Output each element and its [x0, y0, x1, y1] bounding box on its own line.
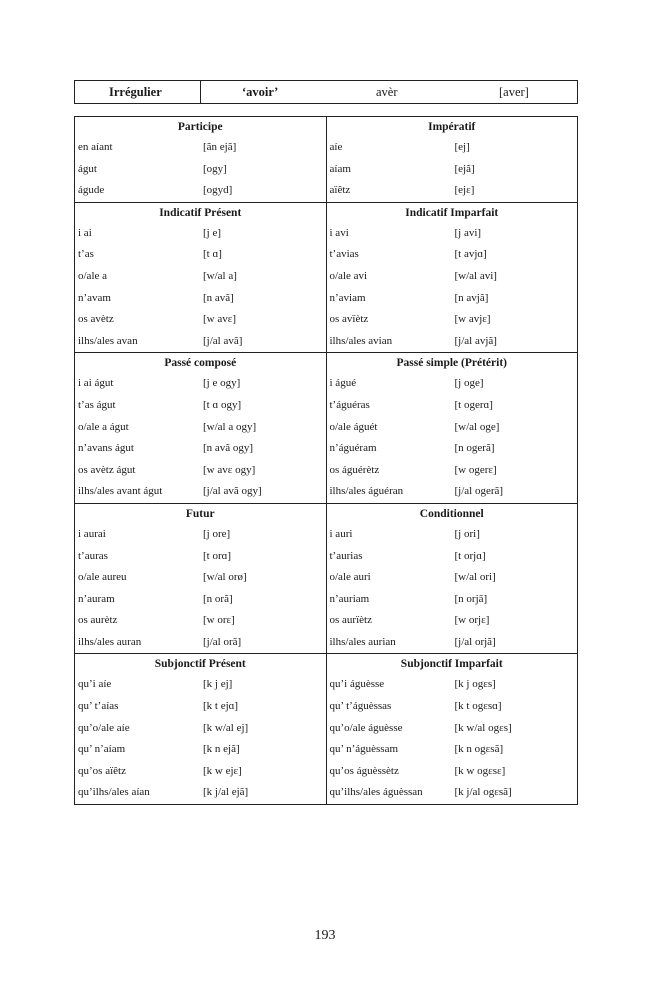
verb-form: i ai águt	[78, 377, 114, 390]
conjugation-row	[327, 137, 578, 159]
verb-form: t’as águt	[78, 398, 116, 411]
ipa-transcription: [j e]	[203, 226, 222, 239]
tense-title: Indicatif Présent	[159, 206, 242, 219]
verb-form: o/ale avi	[329, 269, 368, 282]
header-divider	[200, 81, 201, 103]
conjugation-row	[75, 137, 326, 159]
conjugation-row	[75, 266, 326, 288]
ipa-transcription: [j/al orjã]	[454, 635, 496, 648]
verb-form: t’avias	[329, 248, 359, 261]
conjugation-table	[74, 116, 578, 805]
ipa-transcription: [w/al orø]	[203, 571, 247, 584]
conjugation-row	[327, 180, 578, 202]
verb-form: ilhs/ales avant águt	[78, 485, 163, 498]
conjugation-row	[327, 373, 578, 395]
ipa-transcription: [j oge]	[454, 377, 484, 390]
conjugation-row	[75, 244, 326, 266]
ipa-transcription: [ejã]	[454, 162, 475, 175]
conjugation-block-row	[75, 503, 578, 654]
conjugation-row	[75, 460, 326, 482]
conjugation-row	[75, 481, 326, 503]
conjugation-row	[327, 288, 578, 310]
verb-form: ilhs/ales auran	[78, 635, 142, 648]
ipa-transcription: [k j ej]	[203, 678, 233, 691]
ipa-transcription: [ogy]	[203, 162, 227, 175]
conjugation-row	[75, 331, 326, 353]
verb-form: os aurètz	[78, 614, 118, 627]
tense-title: Impératif	[428, 121, 476, 133]
conjugation-row	[327, 159, 578, 181]
tense-block	[326, 117, 578, 203]
verb-form: o/ale a águt	[78, 420, 129, 433]
ipa-transcription: [j/al orã]	[203, 635, 242, 648]
verb-form: o/ale a	[78, 269, 108, 282]
verb-form: qu’ n’águèssam	[329, 743, 399, 756]
conjugation-row	[327, 244, 578, 266]
verb-form: n’aviam	[329, 291, 366, 304]
conjugation-row	[75, 223, 326, 245]
verb-form: qu’o/ale águèsse	[329, 721, 403, 734]
ipa-transcription: [j/al ogerã]	[454, 485, 504, 498]
conjugation-row	[327, 567, 578, 589]
verb-form: aíe	[329, 141, 343, 153]
verb-form: águt	[78, 162, 97, 175]
ipa-transcription: [j e ogy]	[203, 377, 241, 390]
page-number: 193	[314, 928, 336, 943]
verb-form: t’auras	[78, 549, 108, 562]
conjugation-row	[327, 266, 578, 288]
conjugation-row	[75, 782, 326, 804]
ipa-transcription: [j avi]	[454, 226, 482, 239]
ipa-transcription: [k t ogɛsɑ]	[454, 700, 502, 713]
ipa-transcription: [t ɑ]	[203, 248, 222, 261]
ipa-transcription: [t avjɑ]	[454, 248, 487, 261]
tense-block	[326, 202, 578, 353]
verb-form: i auri	[329, 527, 353, 540]
conjugation-row	[75, 567, 326, 589]
verb-form: os águérètz	[329, 463, 380, 476]
conjugation-row	[75, 761, 326, 783]
tense-title: Conditionnel	[419, 507, 484, 520]
conjugation-row	[75, 589, 326, 611]
verb-form: qu’ t’aías	[78, 700, 119, 713]
conjugation-row	[75, 524, 326, 546]
conjugation-row	[327, 718, 578, 740]
ipa-transcription: [t ogerɑ]	[454, 398, 493, 411]
ipa-transcription: [t ɑ ogy]	[203, 398, 242, 411]
conjugation-row	[75, 395, 326, 417]
ipa-transcription: [w avɛ ogy]	[203, 463, 256, 476]
conjugation-row	[75, 159, 326, 181]
conjugation-row	[327, 438, 578, 460]
verb-form: aíam	[329, 162, 351, 175]
tense-block	[75, 353, 327, 504]
ipa-transcription: [k j ogɛs]	[454, 678, 496, 691]
ipa-transcription: [w ogerɛ]	[454, 463, 497, 476]
conjugation-row	[75, 632, 326, 654]
tense-title: Futur	[185, 507, 215, 520]
conjugation-row	[327, 546, 578, 568]
verb-form: t’águéras	[329, 398, 370, 411]
ipa-transcription: [w/al avi]	[454, 269, 497, 282]
ipa-transcription: [w/al oge]	[454, 420, 500, 433]
header-verb: ‘avoir’	[242, 85, 279, 99]
ipa-transcription: [k j/al ogɛsã]	[454, 786, 512, 799]
ipa-transcription: [j/al avjã]	[454, 334, 497, 347]
verb-header-box	[74, 80, 578, 104]
conjugation-row	[327, 674, 578, 696]
conjugation-row	[75, 739, 326, 761]
conjugation-row	[75, 610, 326, 632]
verb-form: ilhs/ales águéran	[329, 485, 404, 498]
tense-block	[326, 353, 578, 504]
conjugation-row	[327, 481, 578, 503]
verb-form: qu’os aïêtz	[78, 764, 126, 777]
verb-form: aïêtz	[329, 184, 351, 197]
tense-block	[326, 503, 578, 654]
conjugation-row	[327, 331, 578, 353]
tense-block	[75, 117, 327, 203]
ipa-transcription: [k w/al ej]	[203, 721, 249, 734]
verb-form: t’aurias	[329, 549, 363, 562]
conjugation-block-row	[75, 654, 578, 805]
ipa-transcription: [w avjɛ]	[454, 313, 491, 326]
conjugation-block-row	[75, 202, 578, 353]
verb-form: ilhs/ales avan	[78, 334, 138, 347]
conjugation-row	[75, 417, 326, 439]
tense-block	[326, 654, 578, 805]
tense-title: Indicatif Imparfait	[405, 206, 499, 219]
verb-form: t’as	[78, 248, 94, 261]
tense-block	[75, 202, 327, 353]
ipa-transcription: [j ore]	[203, 527, 231, 540]
conjugation-row	[327, 696, 578, 718]
header-ipa: [aver]	[499, 85, 529, 99]
conjugation-row	[327, 223, 578, 245]
ipa-transcription: [n orã]	[203, 592, 233, 605]
ipa-transcription: [k n ogɛsã]	[454, 743, 504, 756]
ipa-transcription: [n orjã]	[454, 592, 488, 605]
ipa-transcription: [ejɛ]	[454, 184, 475, 197]
tense-title: Passé simple (Prétérit)	[396, 357, 507, 370]
ipa-transcription: [k w ejɛ]	[203, 764, 242, 777]
verb-form: i ai	[78, 226, 92, 239]
conjugation-row	[75, 696, 326, 718]
tense-title: Subjonctif Présent	[154, 658, 246, 671]
verb-form: o/ale auri	[329, 571, 371, 584]
tense-title: Subjonctif Imparfait	[400, 658, 503, 671]
conjugation-row	[327, 739, 578, 761]
conjugation-row	[327, 761, 578, 783]
verb-form: o/ale águét	[329, 420, 378, 433]
ipa-transcription: [n avã]	[203, 291, 234, 304]
conjugation-row	[327, 782, 578, 804]
verb-form: os avètz águt	[78, 463, 136, 476]
conjugation-row	[327, 395, 578, 417]
verb-form: n’águéram	[329, 442, 377, 455]
verb-form: qu’os águèssètz	[329, 764, 399, 777]
ipa-transcription: [ej]	[454, 141, 470, 153]
verb-form: en aíant	[78, 141, 113, 153]
ipa-transcription: [k w/al ogɛs]	[454, 721, 512, 734]
conjugation-row	[327, 417, 578, 439]
ipa-transcription: [ogyd]	[203, 184, 233, 197]
tense-block	[75, 503, 327, 654]
ipa-transcription: [j/al avã]	[203, 334, 243, 347]
verb-form: ilhs/ales avian	[329, 334, 393, 347]
ipa-transcription: [w/al a]	[203, 269, 237, 282]
ipa-transcription: [n avjã]	[454, 291, 489, 304]
tense-title: Passé composé	[164, 357, 237, 370]
ipa-transcription: [t orɑ]	[203, 549, 232, 562]
header-form: avèr	[376, 85, 398, 99]
verb-form: i águé	[329, 377, 357, 390]
verb-form: qu’ilhs/ales aían	[78, 786, 150, 799]
conjugation-block-row	[75, 117, 578, 203]
conjugation-row	[327, 309, 578, 331]
conjugation-row	[75, 674, 326, 696]
verb-form: qu’o/ale aíe	[78, 721, 130, 734]
verb-form: os avïètz	[329, 313, 369, 326]
ipa-transcription: [ãn ejã]	[203, 141, 237, 153]
verb-form: n’avans águt	[78, 442, 134, 455]
verb-form: qu’i águèsse	[329, 678, 385, 691]
verb-form: i avi	[329, 226, 349, 239]
conjugation-row	[75, 546, 326, 568]
conjugation-row	[75, 718, 326, 740]
verb-form: qu’ n’aíam	[78, 743, 126, 756]
conjugation-row	[327, 589, 578, 611]
conjugation-row	[327, 632, 578, 654]
ipa-transcription: [k j/al ejã]	[203, 786, 249, 799]
tense-title: Participe	[177, 121, 223, 133]
conjugation-row	[75, 288, 326, 310]
ipa-transcription: [w avɛ]	[203, 313, 237, 326]
conjugation-row	[327, 610, 578, 632]
verb-form: qu’i aíe	[78, 678, 112, 691]
verb-form: os avètz	[78, 313, 114, 326]
verb-form: n’auriam	[329, 592, 370, 605]
verb-form: águde	[78, 184, 105, 197]
ipa-transcription: [w orɛ]	[203, 614, 235, 627]
ipa-transcription: [n ogerã]	[454, 442, 495, 455]
conjugation-row	[75, 309, 326, 331]
verb-form: n’avam	[78, 291, 111, 304]
verb-form: qu’ t’águèssas	[329, 700, 392, 713]
ipa-transcription: [w/al ori]	[454, 571, 496, 584]
ipa-transcription: [t orjɑ]	[454, 549, 486, 562]
conjugation-row	[75, 180, 326, 202]
verb-form: os aurïètz	[329, 614, 372, 627]
verb-form: ilhs/ales aurian	[329, 635, 396, 648]
conjugation-block-row	[75, 353, 578, 504]
header-label: Irrégulier	[109, 85, 162, 99]
ipa-transcription: [n avã ogy]	[203, 442, 254, 455]
verb-form: qu’ilhs/ales águèssan	[329, 786, 423, 799]
ipa-transcription: [k t ejɑ]	[203, 700, 239, 713]
conjugation-row	[327, 524, 578, 546]
verb-form: o/ale aureu	[78, 571, 127, 584]
ipa-transcription: [k n ejã]	[203, 743, 240, 756]
ipa-transcription: [k w ogɛsɛ]	[454, 764, 506, 777]
ipa-transcription: [w orjɛ]	[454, 614, 490, 627]
conjugation-row	[327, 460, 578, 482]
tense-block	[75, 654, 327, 805]
verb-form: n’auram	[78, 592, 115, 605]
ipa-transcription: [j/al avã ogy]	[203, 485, 262, 498]
verb-form: i aurai	[78, 527, 106, 540]
ipa-transcription: [j ori]	[454, 527, 480, 540]
conjugation-row	[75, 373, 326, 395]
ipa-transcription: [w/al a ogy]	[203, 420, 257, 433]
conjugation-row	[75, 438, 326, 460]
